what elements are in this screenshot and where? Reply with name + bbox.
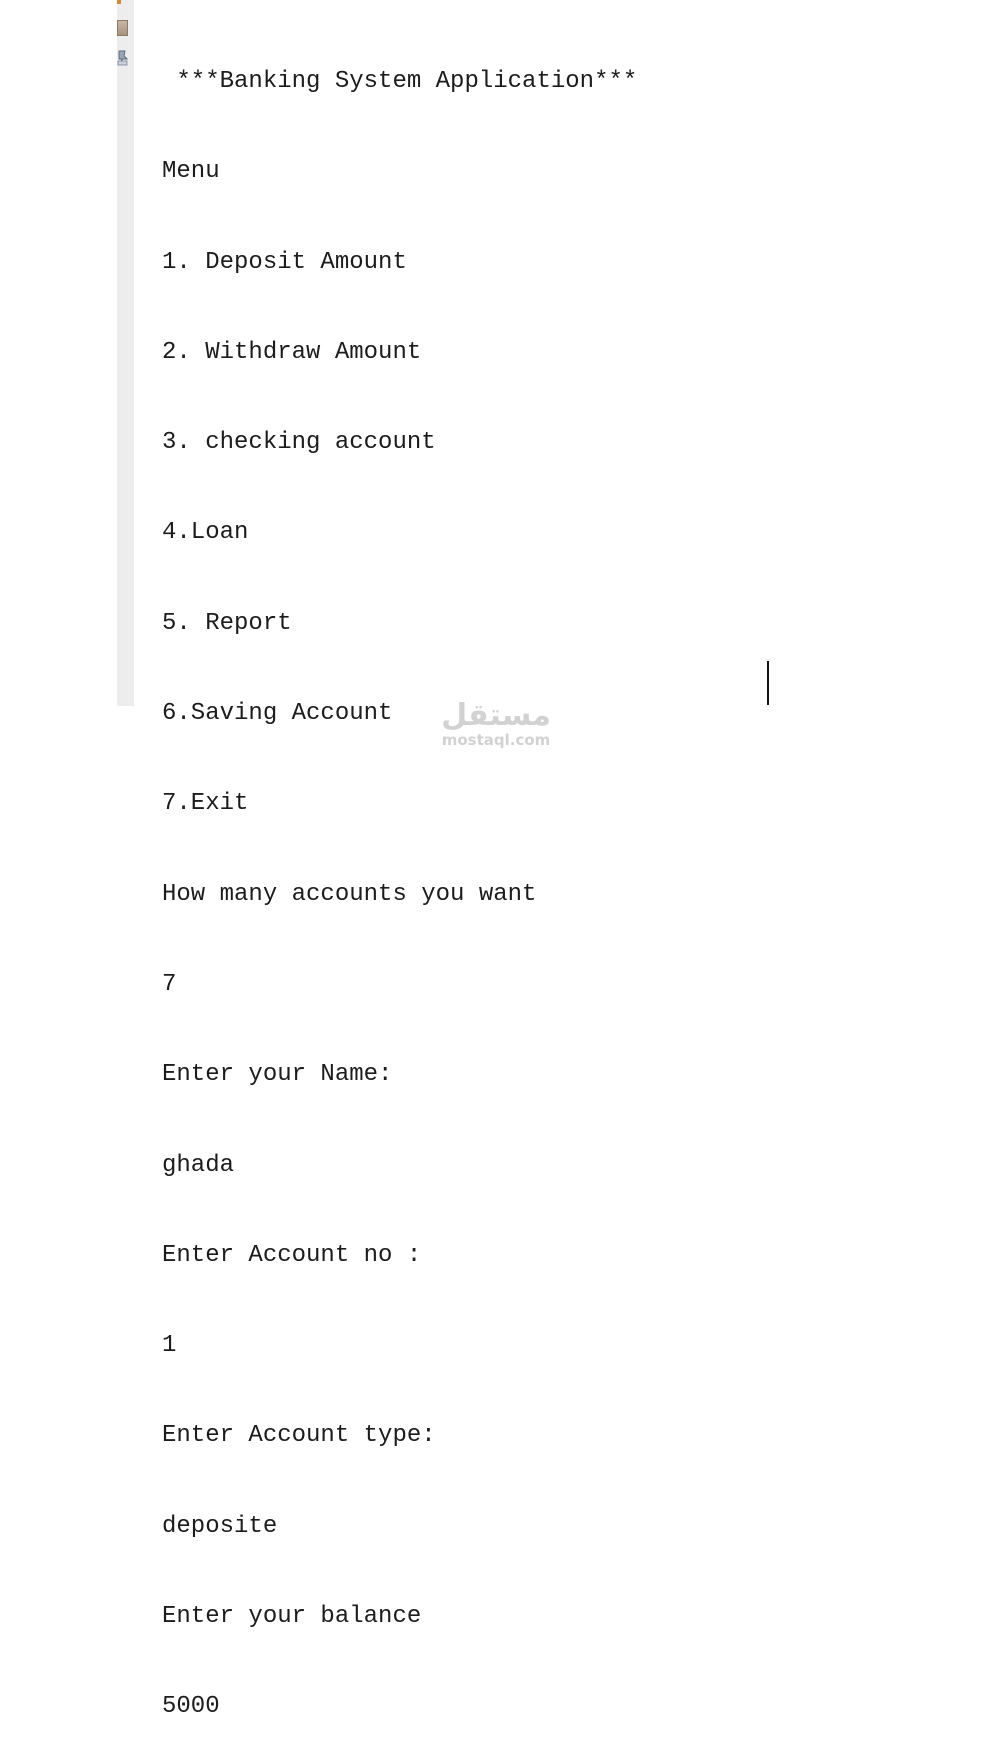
menu-heading-line: Menu: [162, 158, 220, 186]
input-account-type: deposite: [162, 1512, 278, 1540]
menu-item-exit: 7.Exit: [162, 790, 249, 818]
app-title-line: ***Banking System Application***: [162, 68, 638, 95]
text-caret: [767, 661, 769, 705]
bookmark-icon[interactable]: [117, 20, 128, 36]
prompt-account-no: Enter Account no :: [162, 1241, 422, 1269]
console-output[interactable]: [162, 10, 637, 1753]
input-name: ghada: [162, 1151, 235, 1179]
menu-item-withdraw: 2. Withdraw Amount: [162, 338, 422, 366]
watermark-logo: مستقل: [441, 698, 551, 733]
prompt-name: Enter your Name:: [162, 1061, 393, 1089]
menu-item-checking: 3. checking account: [162, 429, 436, 457]
prompt-account-type: Enter Account type:: [162, 1422, 436, 1450]
input-accounts-count: 7: [162, 970, 177, 998]
menu-item-report: 5. Report: [162, 609, 292, 637]
input-account-no: 1: [162, 1332, 177, 1360]
gutter-marker-icon: [117, 0, 121, 4]
menu-item-saving: 6.Saving Account: [162, 700, 393, 728]
input-balance: 5000: [162, 1693, 220, 1721]
menu-item-deposit: 1. Deposit Amount: [162, 248, 407, 276]
prompt-balance: Enter your balance: [162, 1603, 422, 1631]
prompt-accounts-count: How many accounts you want: [162, 880, 537, 908]
pin-icon[interactable]: [116, 49, 130, 67]
menu-item-loan: 4.Loan: [162, 519, 249, 547]
editor-gutter: [117, 0, 134, 706]
watermark-url: mostaql.com: [441, 731, 551, 749]
watermark: [436, 700, 556, 748]
